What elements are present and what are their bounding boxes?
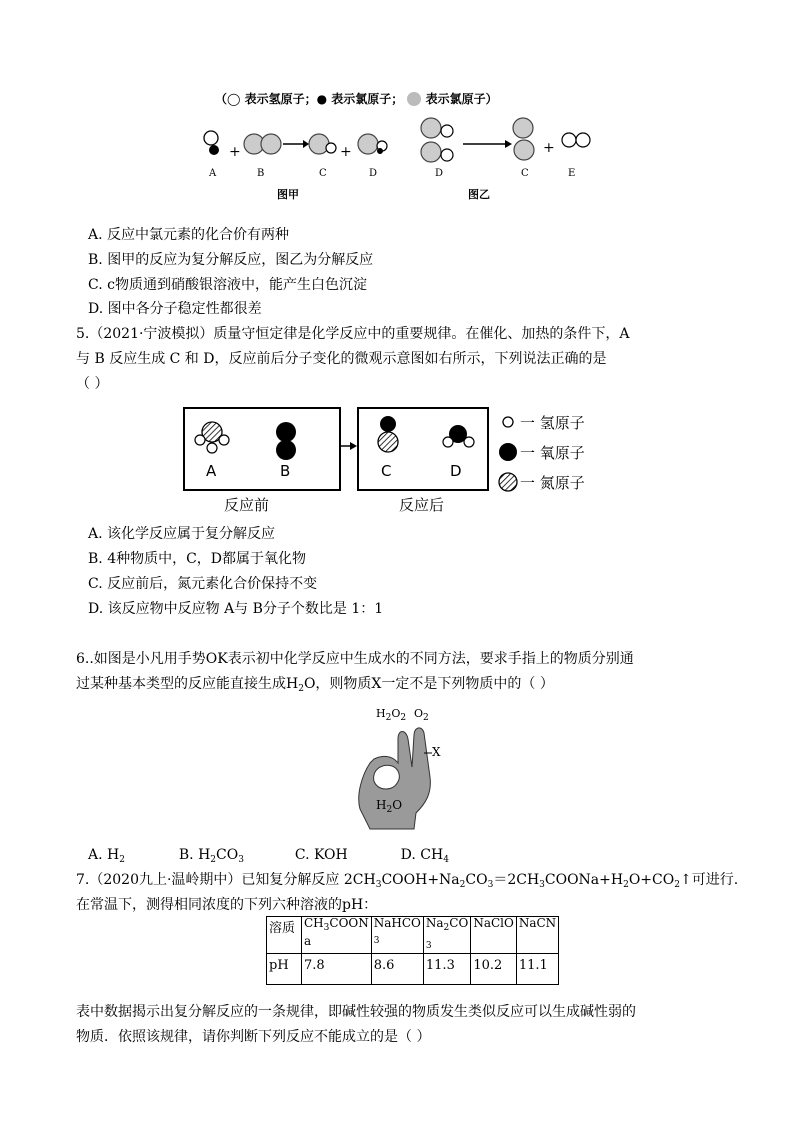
q5-stem-line2: 与 B 反应生成 C 和 D，反应前后分子变化的微观示意图如右所示，下列说法正确的是: [76, 351, 607, 367]
q6-stem-line2: 过某种基本类型的反应能直接生成$H_2O$，则物质X一定不是下列物质中的（ ）: [76, 676, 554, 694]
fig2-legend-h: 一 氢原子: [520, 414, 585, 432]
label-b: B: [257, 168, 265, 179]
q4-option-a: A. 反应中氯元素的化合价有两种: [88, 227, 290, 243]
q6-option-d: D. $CH_4$: [400, 847, 449, 865]
q7-stem-line2: 在常温下，测得相同浓度的下列六种溶液的pH：: [76, 897, 378, 913]
table-cell: NaClO: [471, 917, 517, 954]
q6-option-a: A. $H_2$: [88, 847, 125, 865]
caption-right: 图乙: [468, 188, 490, 201]
table-cell: 10.2: [471, 954, 517, 985]
q5-stem-line3: （ ）: [76, 376, 109, 392]
fig2-legend-n: 一 氮原子: [520, 474, 585, 492]
q7-stem-line1: 7.（2020九上·温岭期中）已知复分解反应 $2CH_3COOH+Na_2CO_3=2CH_3COONa+H_2O+CO_2↑$可进行.: [76, 872, 739, 890]
table-cell: 11.3: [423, 954, 470, 985]
label-e: E: [568, 168, 576, 179]
fig2-after: 反应后: [399, 496, 445, 514]
q4-option-c: C. c物质通到硝酸银溶液中，能产生白色沉淀: [88, 277, 367, 293]
q4-option-d: D. 图中各分子稳定性都很差: [88, 301, 262, 317]
svg-text:+: +: [229, 144, 241, 160]
svg-text:+: +: [543, 140, 555, 156]
q7-stem-line3: 表中数据揭示出复分解反应的一条规律，即碱性较强的物质发生类似反应可以生成碱性弱的: [76, 1004, 636, 1020]
fig2-before: 反应前: [224, 496, 270, 514]
q6-stem-line1: 6..如图是小凡用手势OK表示初中化学反应中生成水的不同方法，要求手指上的物质分别通: [76, 651, 634, 667]
fig2-label-d: D: [450, 462, 462, 480]
hand-label-h2o2: $H_2O_2$: [376, 707, 407, 723]
table-row: [267, 954, 559, 985]
label-a: A: [209, 168, 217, 179]
label-d2: D: [435, 168, 444, 179]
ph-table: [266, 916, 559, 985]
table-cell: $Na_2CO$ $_3$: [423, 917, 470, 954]
table-cell: NaHCO $_3$: [371, 917, 423, 954]
figure1-legend: （◯ 表示氢原子；● 表示氯原子； 表示氯原子）: [215, 92, 498, 106]
label-c: C: [319, 168, 327, 179]
label-c2: C: [521, 168, 529, 179]
table-cell: 溶质: [267, 917, 302, 954]
table-cell: 7.8: [302, 954, 372, 985]
q6-option-c: C. KOH: [294, 847, 348, 863]
caption-left: 图甲: [277, 188, 299, 201]
table-cell: 8.6: [371, 954, 423, 985]
q6-option-b: B. $H_2CO_3$: [178, 847, 244, 865]
hand-label-x: X: [432, 745, 441, 759]
hand-ok-figure: [352, 705, 462, 833]
label-d: D: [369, 168, 378, 179]
hand-label-o2: $O_2$: [414, 707, 429, 723]
q4-option-b: B. 图甲的反应为复分解反应，图乙为分解反应: [88, 252, 374, 268]
q5-option-c: C. 反应前后，氮元素化合价保持不变: [88, 576, 318, 592]
q7-stem-line4: 物质．依照该规律，请你判断下列反应不能成立的是（ ）: [76, 1029, 431, 1045]
table-cell: pH: [267, 954, 302, 985]
hand-label-h2o: $H_2O$: [376, 798, 403, 815]
fig2-label-b: B: [280, 462, 291, 480]
q5-stem-line1: 5.（2021·宁波模拟）质量守恒定律是化学反应中的重要规律。在催化、加热的条件下，A: [76, 326, 630, 342]
fig2-label-a: A: [206, 462, 217, 480]
table-cell: 11.1: [516, 954, 558, 985]
q6-options: [88, 846, 449, 869]
q5-option-d: D. 该反应物中反应物 A与 B分子个数比是 1：1: [88, 601, 384, 617]
table-header-row: [267, 917, 559, 954]
svg-text:+: +: [340, 144, 352, 160]
fig2-label-c: C: [381, 462, 392, 480]
q5-option-b: B. 4种物质中，C，D都属于氧化物: [88, 551, 307, 567]
figure-nh3-oxidation: [180, 402, 600, 514]
table-cell: $CH_3COON$ a: [302, 917, 372, 954]
q5-option-a: A. 该化学反应属于复分解反应: [88, 526, 276, 542]
figure-hcl-reaction: [195, 88, 615, 208]
table-cell: NaCN: [516, 917, 558, 954]
fig2-legend-o: 一 氧原子: [520, 444, 585, 462]
